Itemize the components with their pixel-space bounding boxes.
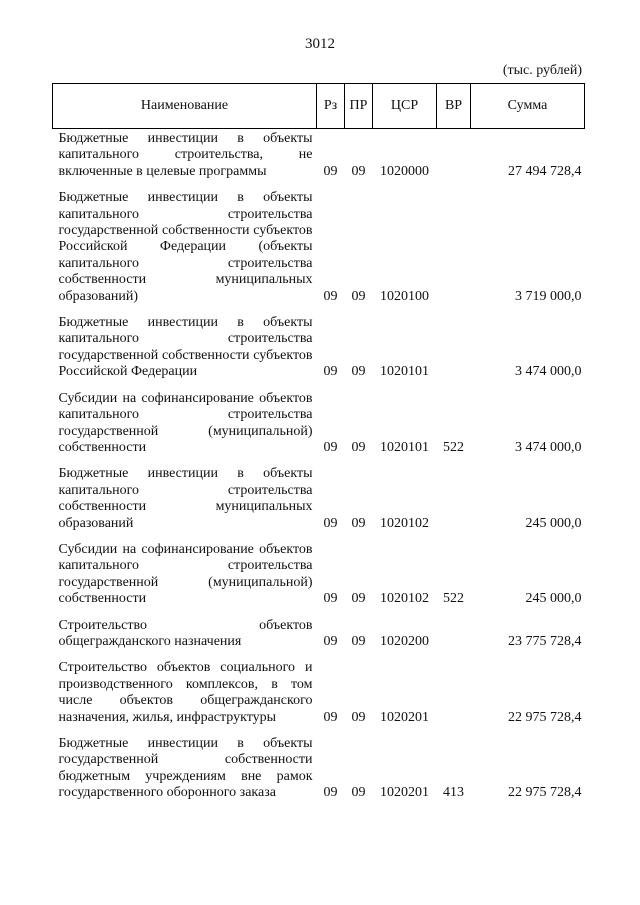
row-rz: 09 — [323, 633, 338, 649]
row-csr: 1020101 — [380, 364, 429, 380]
row-csr: 1020102 — [380, 515, 429, 531]
row-rz: 09 — [323, 439, 338, 455]
row-name: Бюджетные инвестиции в объекты капитального строительства собственности муниципальных образований — [58, 466, 313, 531]
row-csr: 1020200 — [380, 633, 429, 649]
row-name: Бюджетные инвестиции в объекты капитального строительства государственной собственности субъектов Российской Федерации (объекты капитального строительства собственности муниципальных образований) — [58, 190, 313, 304]
page-number: 3012 — [305, 36, 335, 52]
row-vr — [437, 464, 471, 540]
row-rz: 09 — [323, 364, 338, 380]
row-sum: 22 975 728,4 — [508, 785, 582, 801]
table-row — [53, 616, 585, 659]
row-rz: 09 — [323, 591, 338, 607]
row-csr: 1020102 — [380, 591, 429, 607]
row-pr: 09 — [351, 439, 366, 455]
table-row — [53, 734, 585, 810]
row-rz: 09 — [323, 288, 338, 304]
row-sum: 3 719 000,0 — [515, 288, 582, 304]
table-row — [53, 188, 585, 313]
units-label: (тыс. рублей) — [502, 63, 582, 78]
row-name: Бюджетные инвестиции в объекты капитального строительства государственной собственности субъектов Российской Федерации — [58, 315, 313, 380]
row-csr: 1020101 — [380, 439, 429, 455]
row-vr — [437, 188, 471, 313]
row-pr: 09 — [351, 364, 366, 380]
row-rz: 09 — [323, 709, 338, 725]
row-name: Субсидии на софинансирование объектов капитального строительства государственной (муниципальной) собственности — [58, 390, 313, 455]
header-csr: ЦСР — [373, 84, 437, 129]
row-sum: 3 474 000,0 — [515, 364, 582, 380]
row-pr: 09 — [351, 163, 366, 179]
row-vr: 522 — [443, 591, 464, 607]
row-sum: 27 494 728,4 — [508, 163, 582, 179]
row-name: Бюджетные инвестиции в объекты капитального строительства, не включенные в целевые программы — [58, 131, 313, 179]
header-rz: Рз — [317, 84, 345, 129]
row-csr: 1020201 — [380, 709, 429, 725]
table-row — [53, 464, 585, 540]
header-vr: ВР — [437, 84, 471, 129]
table-header-row — [53, 84, 585, 129]
row-pr: 09 — [351, 785, 366, 801]
table-row — [53, 658, 585, 734]
table-row — [53, 129, 585, 189]
header-pr: ПР — [345, 84, 373, 129]
row-rz: 09 — [323, 515, 338, 531]
budget-table — [52, 83, 585, 810]
row-sum: 23 775 728,4 — [508, 633, 582, 649]
row-vr — [437, 658, 471, 734]
header-sum: Сумма — [471, 84, 585, 129]
row-name: Субсидии на софинансирование объектов капитального строительства государственной (муниципальной) собственности — [58, 541, 313, 607]
row-sum: 3 474 000,0 — [515, 439, 582, 455]
row-name: Строительство объектов общегражданского назначения — [58, 617, 313, 649]
row-sum: 245 000,0 — [525, 591, 582, 607]
row-sum: 22 975 728,4 — [508, 709, 582, 725]
row-vr — [437, 129, 471, 189]
header-name: Наименование — [53, 84, 317, 129]
row-csr: 1020000 — [380, 163, 429, 179]
row-pr: 09 — [351, 709, 366, 725]
row-vr — [437, 313, 471, 389]
row-sum: 245 000,0 — [525, 515, 582, 531]
row-rz: 09 — [323, 785, 338, 801]
row-csr: 1020100 — [380, 288, 429, 304]
row-pr: 09 — [351, 288, 366, 304]
row-name: Строительство объектов социального и производственного комплексов, в том числе объектов общегражданского назначения, жилья, инфраструктуры — [58, 660, 313, 725]
row-pr: 09 — [351, 515, 366, 531]
table-row — [53, 389, 585, 465]
table-row — [53, 540, 585, 616]
row-pr: 09 — [351, 591, 366, 607]
row-name: Бюджетные инвестиции в объекты государственной собственности бюджетным учреждениям вне рамок государственного оборонного заказа — [58, 736, 313, 801]
row-vr — [437, 616, 471, 659]
row-rz: 09 — [323, 163, 338, 179]
row-vr: 413 — [443, 785, 464, 801]
row-vr: 522 — [443, 439, 464, 455]
table-row — [53, 313, 585, 389]
row-pr: 09 — [351, 633, 366, 649]
row-csr: 1020201 — [380, 785, 429, 801]
